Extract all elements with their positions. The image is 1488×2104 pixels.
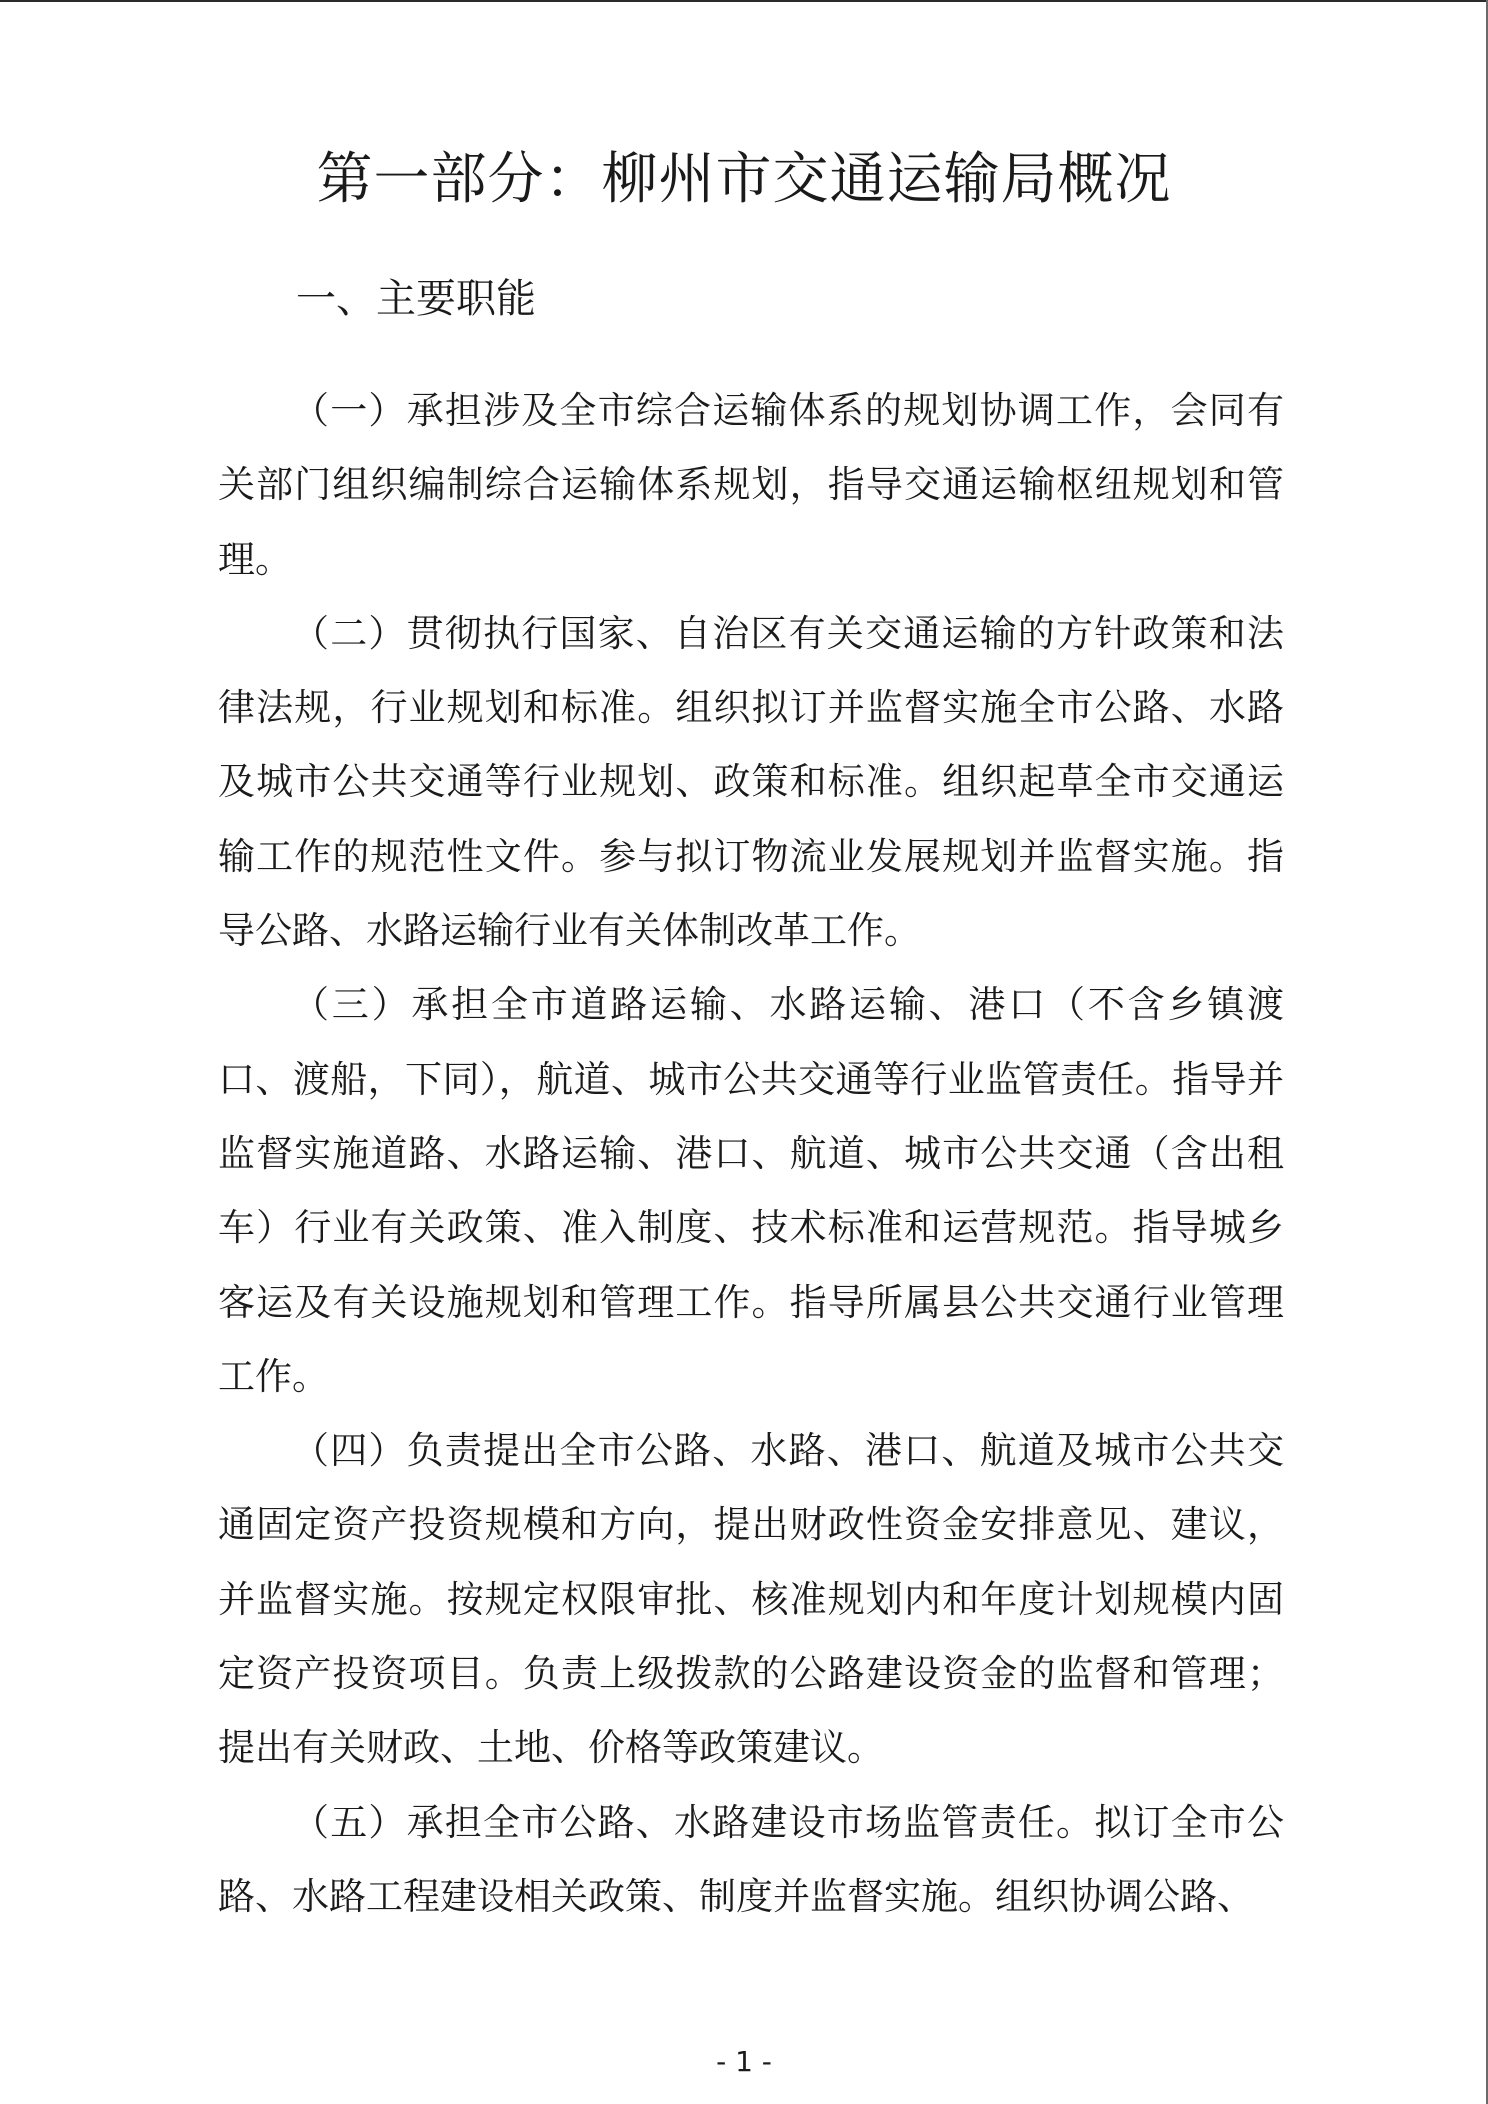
paragraph-4: （四）负责提出全市公路、水路、港口、航道及城市公共交通固定资产投资规模和方向，提出财政性资金安排意见、建议，并监督实施。按规定权限审批、核准规划内和年度计划规模内固定资产投资项目。负责上级拨款的公路建设资金的监督和管理；提出有关财政、土地、价格等政策建议。 [218,1429,1284,1770]
paragraph-3: （三）承担全市道路运输、水路运输、港口（不含乡镇渡口、渡船，下同），航道、城市公共交通等行业监管责任。指导并监督实施道路、水路运输、港口、航道、城市公共交通（含出租车）行业有关政策、准入制度、技术标准和运营规范。指导城乡客运及有关设施规划和管理工作。指导所属县公共交通行业管理工作。 [218,983,1284,1398]
section-heading: 一、主要职能 [296,276,536,322]
paragraph-2: （二）贯彻执行国家、自治区有关交通运输的方针政策和法律法规，行业规划和标准。组织拟订并监督实施全市公路、水路及城市公共交通等行业规划、政策和标准。组织起草全市交通运输工作的规范性文件。参与拟订物流业发展规划并监督实施。指导公路、水路运输行业有关体制改革工作。 [218,611,1284,953]
body-text [218,374,1284,1934]
paragraph-1: （一）承担涉及全市综合运输体系的规划协调工作，会同有关部门组织编制综合运输体系规划，指导交通运输枢纽规划和管理。 [218,389,1284,581]
page-number: - 1 - [716,2045,772,2078]
page-title: 第一部分：柳州市交通运输局概况 [316,147,1172,212]
paragraph-5: （五）承担全市公路、水路建设市场监管责任。拟订全市公路、水路工程建设相关政策、制度并监督实施。组织协调公路、 [218,1800,1284,1918]
top-border-line [0,0,1488,2]
